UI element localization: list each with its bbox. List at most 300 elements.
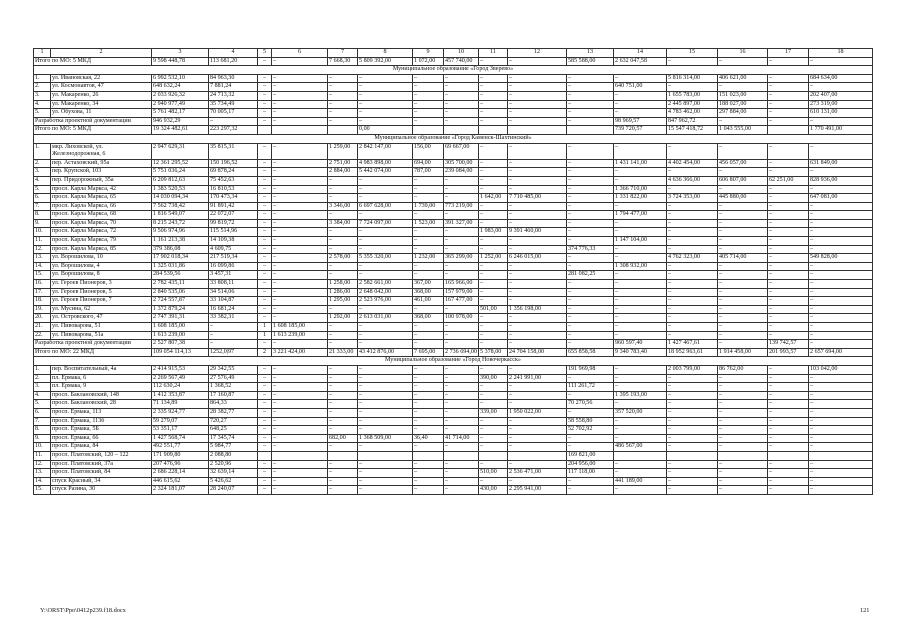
repair-program-table — [33, 48, 873, 495]
row-number: 4. — [34, 391, 51, 400]
table-cell: 7 695,00 — [413, 348, 444, 357]
table-cell: – — [272, 262, 328, 271]
table-cell: – — [258, 374, 272, 383]
table-cell: – — [567, 143, 614, 159]
table-cell: – — [667, 477, 718, 486]
table-cell: 167 477,00 — [444, 297, 479, 306]
table-cell: 4 636 366,00 — [667, 176, 718, 185]
table-cell: – — [614, 271, 667, 280]
table-cell: 9 391 460,00 — [508, 228, 567, 237]
table-cell: – — [358, 91, 413, 100]
row-number: 4. — [34, 100, 51, 109]
table-cell: – — [328, 323, 358, 332]
table-cell: – — [479, 400, 508, 409]
table-cell: 98 969,57 — [614, 117, 667, 126]
table-cell: – — [768, 400, 809, 409]
table-cell: – — [258, 228, 272, 237]
table-cell: – — [258, 383, 272, 392]
table-cell: – — [768, 374, 809, 383]
section-heading-row — [34, 66, 873, 75]
table-cell: – — [768, 486, 809, 495]
table-cell: – — [667, 219, 718, 228]
table-cell: – — [479, 117, 508, 126]
table-cell: – — [444, 271, 479, 280]
table-cell: – — [272, 245, 328, 254]
subtotal-row — [34, 348, 873, 357]
table-cell — [508, 451, 567, 460]
table-cell: – — [667, 228, 718, 237]
table-cell: – — [258, 143, 272, 159]
table-cell: – — [567, 117, 614, 126]
table-cell: – — [413, 176, 444, 185]
table-cell: – — [328, 117, 358, 126]
table-cell: 103 042,00 — [809, 365, 873, 374]
table-cell: 368,00 — [413, 288, 444, 297]
table-cell: – — [567, 74, 614, 83]
table-cell: – — [667, 314, 718, 323]
table-cell: – — [567, 408, 614, 417]
building-row — [34, 202, 873, 211]
table-cell: 1 523,00 — [413, 219, 444, 228]
table-cell: – — [479, 100, 508, 109]
table-cell: 1 983,00 — [479, 228, 508, 237]
table-cell: – — [479, 109, 508, 118]
table-cell: – — [479, 460, 508, 469]
table-cell: – — [358, 83, 413, 92]
table-cell: – — [614, 305, 667, 314]
table-cell: – — [614, 245, 667, 254]
table-cell: 171 909,80 — [152, 451, 209, 460]
table-cell: – — [768, 185, 809, 194]
table-cell: 273 319,00 — [809, 100, 873, 109]
building-row — [34, 100, 873, 109]
table-cell: – — [667, 443, 718, 452]
address-cell: просп. Ермака, 5Б — [51, 426, 152, 435]
column-number: 5 — [258, 49, 272, 58]
municipality-heading: Муниципальное образование «Город Зверево» — [34, 66, 873, 75]
table-cell: – — [358, 305, 413, 314]
table-cell: – — [413, 100, 444, 109]
table-cell: 16 810,53 — [209, 185, 258, 194]
table-cell: – — [209, 323, 258, 332]
table-cell — [328, 126, 358, 135]
table-cell: 19 324 482,61 — [152, 126, 209, 135]
table-cell: – — [444, 417, 479, 426]
table-cell: – — [614, 331, 667, 340]
table-cell: 6 992 532,10 — [152, 74, 209, 83]
row-number: 2. — [34, 159, 51, 168]
table-cell: 720,27 — [209, 417, 258, 426]
table-cell: – — [614, 314, 667, 323]
row-number: 3. — [34, 168, 51, 177]
table-cell: – — [567, 83, 614, 92]
table-cell: – — [272, 159, 328, 168]
table-cell: – — [667, 323, 718, 332]
table-cell: – — [209, 117, 258, 126]
table-cell: 1 161 213,38 — [152, 237, 209, 246]
table-cell: – — [768, 417, 809, 426]
row-number: 1. — [34, 143, 51, 159]
table-cell: – — [718, 305, 768, 314]
table-cell: 223 297,32 — [209, 126, 258, 135]
table-cell: – — [258, 305, 272, 314]
table-cell: – — [508, 245, 567, 254]
table-cell: 1 794 477,00 — [614, 211, 667, 220]
table-cell: 35 734,49 — [209, 100, 258, 109]
table-cell: – — [272, 117, 328, 126]
table-cell: 1 368 509,00 — [358, 434, 413, 443]
table-cell: 1 770 491,00 — [809, 126, 873, 135]
table-cell: 75 452,63 — [209, 176, 258, 185]
table-cell: – — [444, 211, 479, 220]
building-row — [34, 228, 873, 237]
table-cell: 864,33 — [209, 400, 258, 409]
building-row — [34, 280, 873, 289]
table-cell: – — [508, 417, 567, 426]
table-cell: – — [358, 185, 413, 194]
table-cell: 69 667,00 — [444, 143, 479, 159]
table-cell: – — [718, 374, 768, 383]
table-cell: – — [358, 109, 413, 118]
table-cell: – — [258, 469, 272, 478]
building-row — [34, 486, 873, 495]
table-cell: – — [413, 443, 444, 452]
table-cell: 6 697 628,00 — [358, 202, 413, 211]
table-cell: – — [567, 219, 614, 228]
table-cell: – — [258, 460, 272, 469]
table-cell: – — [508, 460, 567, 469]
table-cell: – — [667, 434, 718, 443]
table-cell: – — [272, 400, 328, 409]
table-cell: – — [809, 57, 873, 66]
table-cell: – — [809, 237, 873, 246]
table-cell: 391 327,00 — [444, 219, 479, 228]
table-cell: – — [768, 408, 809, 417]
table-cell: – — [508, 74, 567, 83]
table-cell: – — [768, 460, 809, 469]
table-cell: 1 232,00 — [413, 254, 444, 263]
table-cell: 2 747 391,31 — [152, 314, 209, 323]
building-row — [34, 194, 873, 203]
table-cell: 91 891,42 — [209, 202, 258, 211]
table-cell: 1 412 353,87 — [152, 391, 209, 400]
table-cell: – — [444, 391, 479, 400]
address-cell: просп. Карла Маркса, 72 — [51, 228, 152, 237]
table-cell: – — [567, 194, 614, 203]
table-cell: – — [479, 340, 508, 349]
table-cell: 9 598 448,78 — [152, 57, 209, 66]
table-cell: – — [614, 100, 667, 109]
table-cell: – — [768, 262, 809, 271]
table-cell: – — [413, 237, 444, 246]
table-cell — [567, 126, 614, 135]
row-number: 14. — [34, 477, 51, 486]
table-cell: – — [809, 417, 873, 426]
subtotal-label: Итого по МО: 5 МКД — [34, 57, 152, 66]
table-cell: – — [258, 400, 272, 409]
table-cell: – — [328, 100, 358, 109]
table-cell: – — [358, 477, 413, 486]
table-cell: – — [567, 323, 614, 332]
table-cell: – — [413, 74, 444, 83]
table-cell: – — [413, 109, 444, 118]
table-cell: – — [328, 460, 358, 469]
page-number: 121 — [860, 607, 870, 614]
table-cell — [479, 126, 508, 135]
table-cell: – — [718, 245, 768, 254]
table-cell: – — [809, 314, 873, 323]
building-row — [34, 185, 873, 194]
table-cell: – — [272, 434, 328, 443]
table-cell: – — [718, 434, 768, 443]
address-cell: просп. Карла Маркса, 79 — [51, 237, 152, 246]
table-cell: – — [667, 245, 718, 254]
table-cell: – — [809, 297, 873, 306]
table-cell: – — [328, 486, 358, 495]
address-cell: ул. Ворошилова, 10 — [51, 254, 152, 263]
table-cell: – — [718, 185, 768, 194]
table-cell: – — [768, 83, 809, 92]
table-cell: – — [444, 262, 479, 271]
table-cell: – — [272, 211, 328, 220]
building-row — [34, 176, 873, 185]
table-cell: – — [479, 202, 508, 211]
address-cell: спуск Разина, 30 — [51, 486, 152, 495]
table-cell: 5 751 036,24 — [152, 168, 209, 177]
table-cell: – — [809, 469, 873, 478]
table-cell: 374 776,33 — [567, 245, 614, 254]
row-number: 11. — [34, 237, 51, 246]
building-row — [34, 443, 873, 452]
row-number: 1. — [34, 365, 51, 374]
table-cell — [444, 451, 479, 460]
table-cell: 217 519,34 — [209, 254, 258, 263]
table-cell: 946 932,29 — [152, 117, 209, 126]
table-cell: – — [358, 400, 413, 409]
table-cell: 58 558,80 — [567, 417, 614, 426]
table-cell: – — [358, 211, 413, 220]
table-cell: 1 331 822,00 — [614, 194, 667, 203]
table-cell: – — [614, 168, 667, 177]
building-row — [34, 391, 873, 400]
table-cell: – — [328, 365, 358, 374]
table-cell: 1 252,00 — [479, 254, 508, 263]
table-cell: – — [479, 271, 508, 280]
table-cell: – — [358, 365, 413, 374]
row-number: 16. — [34, 280, 51, 289]
table-cell: 2 033 926,32 — [152, 91, 209, 100]
table-cell: – — [508, 288, 567, 297]
table-cell: 457 740,00 — [444, 57, 479, 66]
table-cell: – — [272, 383, 328, 392]
table-cell: 4 983 898,00 — [358, 159, 413, 168]
row-number: 1. — [34, 74, 51, 83]
building-row — [34, 460, 873, 469]
table-cell: 1 950 022,00 — [508, 408, 567, 417]
table-cell: 5 442 074,00 — [358, 168, 413, 177]
table-cell: – — [444, 245, 479, 254]
table-cell: 585 588,00 — [567, 57, 614, 66]
building-row — [34, 83, 873, 92]
table-cell: – — [328, 228, 358, 237]
municipality-heading: Муниципальное образование «Город Новочеркасск» — [34, 357, 873, 366]
table-cell: – — [258, 486, 272, 495]
table-cell: – — [209, 331, 258, 340]
table-cell: – — [413, 383, 444, 392]
table-cell: – — [413, 228, 444, 237]
building-row — [34, 365, 873, 374]
table-cell: 202 407,00 — [809, 91, 873, 100]
table-cell: – — [479, 143, 508, 159]
row-number: 10. — [34, 228, 51, 237]
table-cell: – — [567, 176, 614, 185]
table-cell: – — [358, 340, 413, 349]
table-cell: 14 109,38 — [209, 237, 258, 246]
table-cell: 9 506 974,96 — [152, 228, 209, 237]
row-number: 21. — [34, 323, 51, 332]
table-cell: – — [328, 340, 358, 349]
table-cell: – — [718, 417, 768, 426]
table-cell: 34 514,06 — [209, 288, 258, 297]
table-cell: 29 342,55 — [209, 365, 258, 374]
table-cell: – — [272, 374, 328, 383]
table-cell: 610 131,00 — [809, 109, 873, 118]
address-cell: просп. Платовский, 120 – 122 — [51, 451, 152, 460]
table-cell: – — [614, 434, 667, 443]
table-cell: 18 952 963,61 — [667, 348, 718, 357]
table-cell: – — [258, 391, 272, 400]
column-number: 8 — [358, 49, 413, 58]
table-cell: 28 240,07 — [209, 486, 258, 495]
row-number: 7. — [34, 417, 51, 426]
table-cell: – — [667, 143, 718, 159]
table-cell: 1 308 932,00 — [614, 262, 667, 271]
table-cell: – — [209, 340, 258, 349]
table-cell: – — [614, 469, 667, 478]
design-docs-label: Разработка проектной документации — [34, 340, 152, 349]
table-cell: – — [479, 365, 508, 374]
table-cell: – — [809, 460, 873, 469]
building-row — [34, 262, 873, 271]
table-cell: – — [479, 219, 508, 228]
table-cell: – — [258, 443, 272, 452]
table-cell: 648 632,24 — [152, 83, 209, 92]
table-cell: – — [272, 202, 328, 211]
table-cell: – — [444, 477, 479, 486]
table-cell: 71 134,89 — [152, 400, 209, 409]
table-cell: – — [358, 460, 413, 469]
table-cell: – — [328, 408, 358, 417]
table-cell: – — [358, 228, 413, 237]
table-cell: – — [567, 109, 614, 118]
building-row — [34, 91, 873, 100]
table-cell: – — [809, 271, 873, 280]
column-number: 6 — [272, 49, 328, 58]
table-cell: – — [667, 271, 718, 280]
table-cell: 2 613 031,00 — [358, 314, 413, 323]
row-number: 22. — [34, 331, 51, 340]
table-cell: 445 880,00 — [718, 194, 768, 203]
table-cell: – — [358, 383, 413, 392]
table-cell: – — [667, 426, 718, 435]
table-cell: 2 940 977,49 — [152, 100, 209, 109]
table-cell: 36,40 — [413, 434, 444, 443]
table-cell: – — [444, 365, 479, 374]
table-cell: – — [768, 254, 809, 263]
table-cell: – — [358, 176, 413, 185]
table-cell: – — [479, 323, 508, 332]
row-number: 4. — [34, 176, 51, 185]
table-cell: – — [768, 109, 809, 118]
table-cell: 239 084,00 — [444, 168, 479, 177]
building-row — [34, 159, 873, 168]
row-number: 2. — [34, 374, 51, 383]
table-cell: – — [614, 176, 667, 185]
table-cell: – — [809, 408, 873, 417]
address-cell: пл. Ермака, 6 — [51, 374, 152, 383]
table-cell: – — [809, 211, 873, 220]
table-cell: – — [258, 314, 272, 323]
table-cell: 191 969,98 — [567, 365, 614, 374]
building-row — [34, 254, 873, 263]
table-cell: – — [667, 460, 718, 469]
table-cell: – — [358, 331, 413, 340]
row-number: 8. — [34, 211, 51, 220]
table-cell: – — [358, 443, 413, 452]
building-row — [34, 417, 873, 426]
table-cell: – — [667, 185, 718, 194]
table-cell — [614, 451, 667, 460]
table-cell: – — [328, 245, 358, 254]
table-cell: 739 720,57 — [614, 126, 667, 135]
table-cell — [508, 126, 567, 135]
table-cell: 1 914 458,00 — [718, 348, 768, 357]
table-cell: 1 372 879,24 — [152, 305, 209, 314]
table-cell: – — [809, 340, 873, 349]
table-cell: 169 821,00 — [567, 451, 614, 460]
table-cell: – — [614, 280, 667, 289]
table-cell: – — [479, 211, 508, 220]
table-cell: 390,00 — [479, 374, 508, 383]
table-cell — [479, 451, 508, 460]
address-cell: мкр. Лиховской, ул. Железнодорожная, 6 — [51, 143, 152, 159]
table-cell: – — [413, 117, 444, 126]
table-cell: – — [328, 176, 358, 185]
address-cell: просп. Карла Маркса, 70 — [51, 219, 152, 228]
table-cell: 0,00 — [358, 126, 413, 135]
table-cell: – — [258, 100, 272, 109]
table-cell: – — [567, 91, 614, 100]
table-cell: – — [444, 374, 479, 383]
table-cell: – — [567, 211, 614, 220]
table-cell: 157 979,00 — [444, 288, 479, 297]
table-cell: – — [768, 143, 809, 159]
table-cell: – — [567, 297, 614, 306]
table-cell: – — [444, 400, 479, 409]
table-cell: – — [809, 262, 873, 271]
table-cell: – — [258, 57, 272, 66]
table-cell: – — [667, 262, 718, 271]
table-cell: 8 215 243,72 — [152, 219, 209, 228]
address-cell: ул. Ивановская, 22 — [51, 74, 152, 83]
row-number: 20. — [34, 314, 51, 323]
table-cell: 28 382,77 — [209, 408, 258, 417]
table-cell: – — [718, 443, 768, 452]
table-cell: – — [508, 185, 567, 194]
table-cell — [768, 451, 809, 460]
table-cell: – — [768, 271, 809, 280]
address-cell: просп. Карла Маркса, 42 — [51, 185, 152, 194]
